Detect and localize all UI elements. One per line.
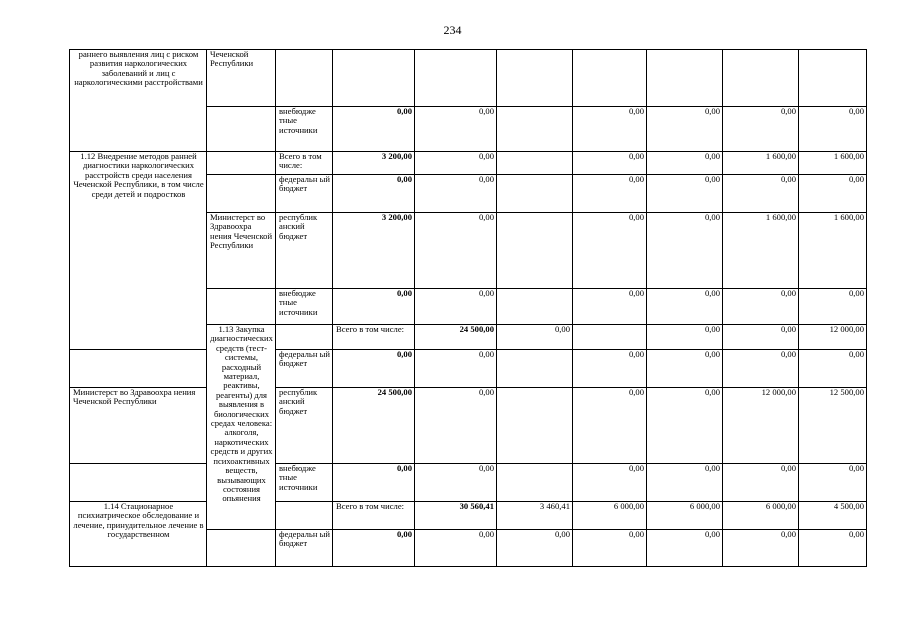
year-value-cell: 12 000,00 (723, 388, 799, 464)
funding-source-cell (276, 50, 333, 107)
year-value-cell (723, 50, 799, 107)
year-value-cell: 0,00 (799, 530, 867, 567)
funding-source-cell: внебюдже тные источники (276, 107, 333, 152)
executor-cell: Министерст во Здравоохра нения Чеченской Республики (207, 213, 276, 289)
year-value-cell: 4 500,00 (799, 502, 867, 530)
year-value-cell (497, 107, 573, 152)
year-value-cell: 0,00 (647, 350, 723, 388)
year-value-cell: 0,00 (799, 107, 867, 152)
year-value-cell (497, 350, 573, 388)
executor-cell (70, 464, 207, 502)
executor-cell (276, 502, 333, 530)
year-value-cell: 0,00 (415, 388, 497, 464)
year-value-cell: 0,00 (647, 464, 723, 502)
table-row (70, 502, 867, 530)
funding-source-cell: Всего в том числе: (333, 325, 415, 350)
year-value-cell: 1 600,00 (723, 152, 799, 175)
executor-cell (207, 530, 276, 567)
year-value-cell: 0,00 (723, 325, 799, 350)
year-value-cell: 0,00 (723, 464, 799, 502)
table-row (70, 464, 867, 502)
executor-cell: Министерст во Здравоохра нения Чеченской Республики (70, 388, 207, 464)
funding-source-cell: федеральн ый бюджет (276, 530, 333, 567)
year-value-cell: 0,00 (723, 350, 799, 388)
year-value-cell: 0,00 (799, 175, 867, 213)
total-cell: 0,00 (333, 175, 415, 213)
year-value-cell (799, 50, 867, 107)
year-value-cell (497, 289, 573, 325)
year-value-cell: 0,00 (573, 388, 647, 464)
total-cell: 3 200,00 (333, 213, 415, 289)
year-value-cell (497, 50, 573, 107)
page-number: 234 (443, 23, 462, 37)
year-value-cell: 0,00 (799, 289, 867, 325)
funding-source-cell: Всего в том числе: (333, 502, 415, 530)
funding-source-cell: федеральн ый бюджет (276, 175, 333, 213)
year-value-cell: 0,00 (723, 289, 799, 325)
funding-source-cell: Всего в том числе: (276, 152, 333, 175)
year-value-cell: 0,00 (573, 152, 647, 175)
year-value-cell: 1 600,00 (799, 152, 867, 175)
total-cell: 0,00 (333, 464, 415, 502)
year-value-cell: 0,00 (647, 175, 723, 213)
measure-name-cell: 1.14 Стационарное психиатрическое обследование и лечение, принудительное лечение в государственном (70, 502, 207, 567)
year-value-cell: 0,00 (647, 325, 723, 350)
year-value-cell (497, 213, 573, 289)
measure-name-cell: 1.13 Закупка диагностических средств (тест-системы, расходный материал, реактивы, реагенты) для выявления в биологических средах человека: алкоголя, наркотических средств и других психоактивных веществ, вызывающих состояния опьянения (207, 325, 276, 530)
year-value-cell: 0,00 (415, 530, 497, 567)
executor-cell (207, 152, 276, 175)
executor-cell (207, 175, 276, 213)
table-row (70, 152, 867, 175)
year-value-cell: 0,00 (573, 213, 647, 289)
year-value-cell: 0,00 (723, 175, 799, 213)
executor-cell: Чеченской Республики (207, 50, 276, 107)
table-row (70, 388, 867, 464)
year-value-cell: 0,00 (647, 152, 723, 175)
year-value-cell: 0,00 (723, 107, 799, 152)
year-value-cell: 0,00 (415, 213, 497, 289)
year-value-cell: 0,00 (573, 530, 647, 567)
funding-source-cell: внебюдже тные источники (276, 464, 333, 502)
year-value-cell (497, 464, 573, 502)
funding-source-cell: республик анский бюджет (276, 388, 333, 464)
total-cell: 30 560,41 (415, 502, 497, 530)
executor-cell (207, 107, 276, 152)
year-value-cell: 0,00 (573, 107, 647, 152)
year-value-cell (497, 175, 573, 213)
year-value-cell: 0,00 (647, 289, 723, 325)
table-row (70, 350, 867, 388)
year-value-cell: 0,00 (799, 464, 867, 502)
measure-name-cell: раннего выявления лиц с риском развития наркологических заболеваний и лиц с наркологическими расстройствами (70, 50, 207, 152)
year-value-cell: 0,00 (573, 289, 647, 325)
year-value-cell: 6 000,00 (573, 502, 647, 530)
year-value-cell: 0,00 (415, 175, 497, 213)
total-cell: 24 500,00 (415, 325, 497, 350)
measure-name-cell: 1.12 Внедрение методов ранней диагностики наркологических расстройств среди населения Чеченской Республики, в том числе среди детей и подростков (70, 152, 207, 350)
year-value-cell: 12 500,00 (799, 388, 867, 464)
year-value-cell (573, 50, 647, 107)
funding-source-cell: федеральн ый бюджет (276, 350, 333, 388)
total-cell: 0,00 (333, 107, 415, 152)
year-value-cell: 0,00 (573, 464, 647, 502)
total-cell: 0,00 (333, 289, 415, 325)
year-value-cell: 0,00 (647, 107, 723, 152)
year-value-cell (497, 152, 573, 175)
total-cell: 0,00 (333, 350, 415, 388)
funding-source-cell: республик анский бюджет (276, 213, 333, 289)
year-value-cell (647, 50, 723, 107)
year-value-cell: 12 000,00 (799, 325, 867, 350)
year-value-cell (415, 50, 497, 107)
year-value-cell: 1 600,00 (723, 213, 799, 289)
year-value-cell: 6 000,00 (647, 502, 723, 530)
table-row (70, 50, 867, 107)
executor-cell (207, 289, 276, 325)
year-value-cell: 0,00 (573, 350, 647, 388)
total-cell: 3 200,00 (333, 152, 415, 175)
year-value-cell: 0,00 (647, 388, 723, 464)
budget-table (69, 49, 867, 567)
year-value-cell: 6 000,00 (723, 502, 799, 530)
year-value-cell: 0,00 (415, 289, 497, 325)
year-value-cell: 0,00 (415, 350, 497, 388)
year-value-cell: 0,00 (573, 175, 647, 213)
year-value-cell: 0,00 (723, 530, 799, 567)
year-value-cell: 0,00 (647, 530, 723, 567)
total-cell: 24 500,00 (333, 388, 415, 464)
year-value-cell: 0,00 (415, 464, 497, 502)
year-value-cell: 0,00 (799, 350, 867, 388)
year-value-cell: 1 600,00 (799, 213, 867, 289)
executor-cell (276, 325, 333, 350)
year-value-cell: 0,00 (647, 213, 723, 289)
total-cell: 0,00 (333, 530, 415, 567)
year-value-cell: 0,00 (415, 107, 497, 152)
funding-source-cell: внебюдже тные источники (276, 289, 333, 325)
total-cell (333, 50, 415, 107)
year-value-cell (497, 388, 573, 464)
year-value-cell (573, 325, 647, 350)
year-value-cell: 3 460,41 (497, 502, 573, 530)
year-value-cell: 0,00 (497, 530, 573, 567)
year-value-cell: 0,00 (415, 152, 497, 175)
executor-cell (70, 350, 207, 388)
year-value-cell: 0,00 (497, 325, 573, 350)
